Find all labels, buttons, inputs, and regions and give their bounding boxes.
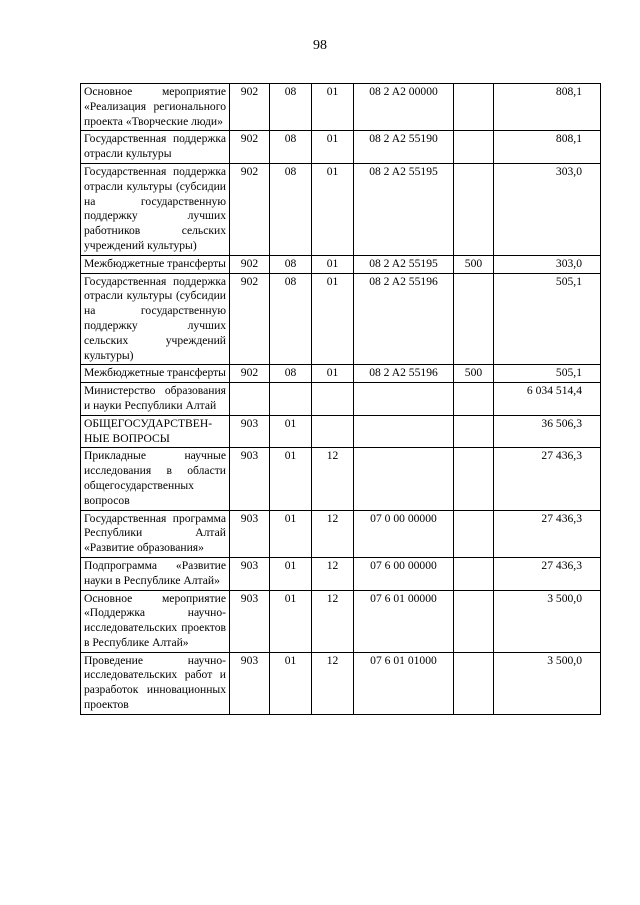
target-article-cell: 08 2 A2 00000 <box>354 84 454 131</box>
target-article-cell: 07 0 00 00000 <box>354 510 454 557</box>
row-name-cell: Подпрограмма «Развитие науки в Республике Алтай» <box>81 557 230 590</box>
row-name-cell: Государственная программа Республики Алтай «Развитие образования» <box>81 510 230 557</box>
expense-type-cell <box>454 590 494 652</box>
subsection-code-cell: 12 <box>312 557 354 590</box>
expense-type-cell: 500 <box>454 365 494 383</box>
section-code-cell: 01 <box>270 415 312 448</box>
row-name-cell: Межбюджетные трансферты <box>81 255 230 273</box>
target-article-cell: 08 2 A2 55196 <box>354 273 454 365</box>
row-name-cell: Проведение научно-исследовательских работ и разработок инновационных проектов <box>81 652 230 714</box>
row-name-cell: Министерство образования и науки Республики Алтай <box>81 383 230 416</box>
subsection-code-cell: 01 <box>312 84 354 131</box>
expense-type-cell <box>454 510 494 557</box>
section-code-cell: 08 <box>270 255 312 273</box>
section-code-cell: 08 <box>270 84 312 131</box>
subsection-code-cell: 12 <box>312 590 354 652</box>
subsection-code-cell <box>312 383 354 416</box>
table-row <box>81 383 601 416</box>
subsection-code-cell: 12 <box>312 448 354 510</box>
ministry-code-cell: 903 <box>230 557 270 590</box>
ministry-code-cell: 902 <box>230 131 270 164</box>
ministry-code-cell: 902 <box>230 365 270 383</box>
subsection-code-cell: 01 <box>312 255 354 273</box>
table-row <box>81 84 601 131</box>
ministry-code-cell: 903 <box>230 448 270 510</box>
target-article-cell: 08 2 A2 55195 <box>354 163 454 255</box>
amount-cell: 505,1 <box>494 365 601 383</box>
row-name-cell: Государственная поддержка отрасли культуры (субсидии на государственную поддержку лучших сельских учреждений культуры) <box>81 273 230 365</box>
expense-type-cell <box>454 163 494 255</box>
section-code-cell: 08 <box>270 163 312 255</box>
table-row <box>81 415 601 448</box>
ministry-code-cell <box>230 383 270 416</box>
section-code-cell: 08 <box>270 365 312 383</box>
amount-cell: 303,0 <box>494 163 601 255</box>
subsection-code-cell: 01 <box>312 163 354 255</box>
row-name-cell: Основное мероприятие «Реализация регионального проекта «Творческие люди» <box>81 84 230 131</box>
section-code-cell: 01 <box>270 448 312 510</box>
expense-type-cell <box>454 652 494 714</box>
amount-cell: 505,1 <box>494 273 601 365</box>
table-row <box>81 255 601 273</box>
ministry-code-cell: 903 <box>230 415 270 448</box>
expense-type-cell <box>454 273 494 365</box>
subsection-code-cell: 01 <box>312 273 354 365</box>
row-name-cell: Государственная поддержка отрасли культуры (субсидии на государственную поддержку лучших работников сельских учреждений культуры) <box>81 163 230 255</box>
amount-cell: 808,1 <box>494 84 601 131</box>
subsection-code-cell <box>312 415 354 448</box>
amount-cell: 3 500,0 <box>494 590 601 652</box>
target-article-cell: 08 2 A2 55195 <box>354 255 454 273</box>
expense-type-cell: 500 <box>454 255 494 273</box>
page-number: 98 <box>313 38 327 53</box>
amount-cell: 27 436,3 <box>494 557 601 590</box>
ministry-code-cell: 902 <box>230 273 270 365</box>
table-row <box>81 652 601 714</box>
target-article-cell: 07 6 01 00000 <box>354 590 454 652</box>
ministry-code-cell: 902 <box>230 84 270 131</box>
section-code-cell: 01 <box>270 652 312 714</box>
row-name-cell: Государственная поддержка отрасли культуры <box>81 131 230 164</box>
row-name-cell: Основное мероприятие «Поддержка научно-исследовательских проектов в Республике Алтай» <box>81 590 230 652</box>
ministry-code-cell: 902 <box>230 163 270 255</box>
expense-type-cell <box>454 448 494 510</box>
amount-cell: 36 506,3 <box>494 415 601 448</box>
subsection-code-cell: 01 <box>312 131 354 164</box>
amount-cell: 27 436,3 <box>494 448 601 510</box>
table-row <box>81 557 601 590</box>
expense-type-cell <box>454 131 494 164</box>
subsection-code-cell: 12 <box>312 652 354 714</box>
row-name-cell: Прикладные научные исследования в области общегосударственных вопросов <box>81 448 230 510</box>
expense-type-cell <box>454 557 494 590</box>
section-code-cell: 08 <box>270 273 312 365</box>
budget-table <box>80 83 601 715</box>
subsection-code-cell: 12 <box>312 510 354 557</box>
target-article-cell <box>354 448 454 510</box>
table-row <box>81 273 601 365</box>
ministry-code-cell: 902 <box>230 255 270 273</box>
ministry-code-cell: 903 <box>230 652 270 714</box>
target-article-cell: 07 6 01 01000 <box>354 652 454 714</box>
amount-cell: 27 436,3 <box>494 510 601 557</box>
amount-cell: 303,0 <box>494 255 601 273</box>
ministry-code-cell: 903 <box>230 590 270 652</box>
table-row <box>81 163 601 255</box>
row-name-cell: ОБЩЕГОСУДАРСТВЕН-НЫЕ ВОПРОСЫ <box>81 415 230 448</box>
target-article-cell: 08 2 A2 55196 <box>354 365 454 383</box>
target-article-cell <box>354 415 454 448</box>
table-row <box>81 131 601 164</box>
expense-type-cell <box>454 383 494 416</box>
ministry-code-cell: 903 <box>230 510 270 557</box>
amount-cell: 6 034 514,4 <box>494 383 601 416</box>
amount-cell: 808,1 <box>494 131 601 164</box>
table-row <box>81 590 601 652</box>
expense-type-cell <box>454 415 494 448</box>
expense-type-cell <box>454 84 494 131</box>
subsection-code-cell: 01 <box>312 365 354 383</box>
section-code-cell: 01 <box>270 590 312 652</box>
amount-cell: 3 500,0 <box>494 652 601 714</box>
section-code-cell: 08 <box>270 131 312 164</box>
table-row <box>81 365 601 383</box>
table-row <box>81 510 601 557</box>
table-row <box>81 448 601 510</box>
section-code-cell <box>270 383 312 416</box>
row-name-cell: Межбюджетные трансферты <box>81 365 230 383</box>
section-code-cell: 01 <box>270 557 312 590</box>
section-code-cell: 01 <box>270 510 312 557</box>
target-article-cell: 08 2 A2 55190 <box>354 131 454 164</box>
target-article-cell: 07 6 00 00000 <box>354 557 454 590</box>
target-article-cell <box>354 383 454 416</box>
